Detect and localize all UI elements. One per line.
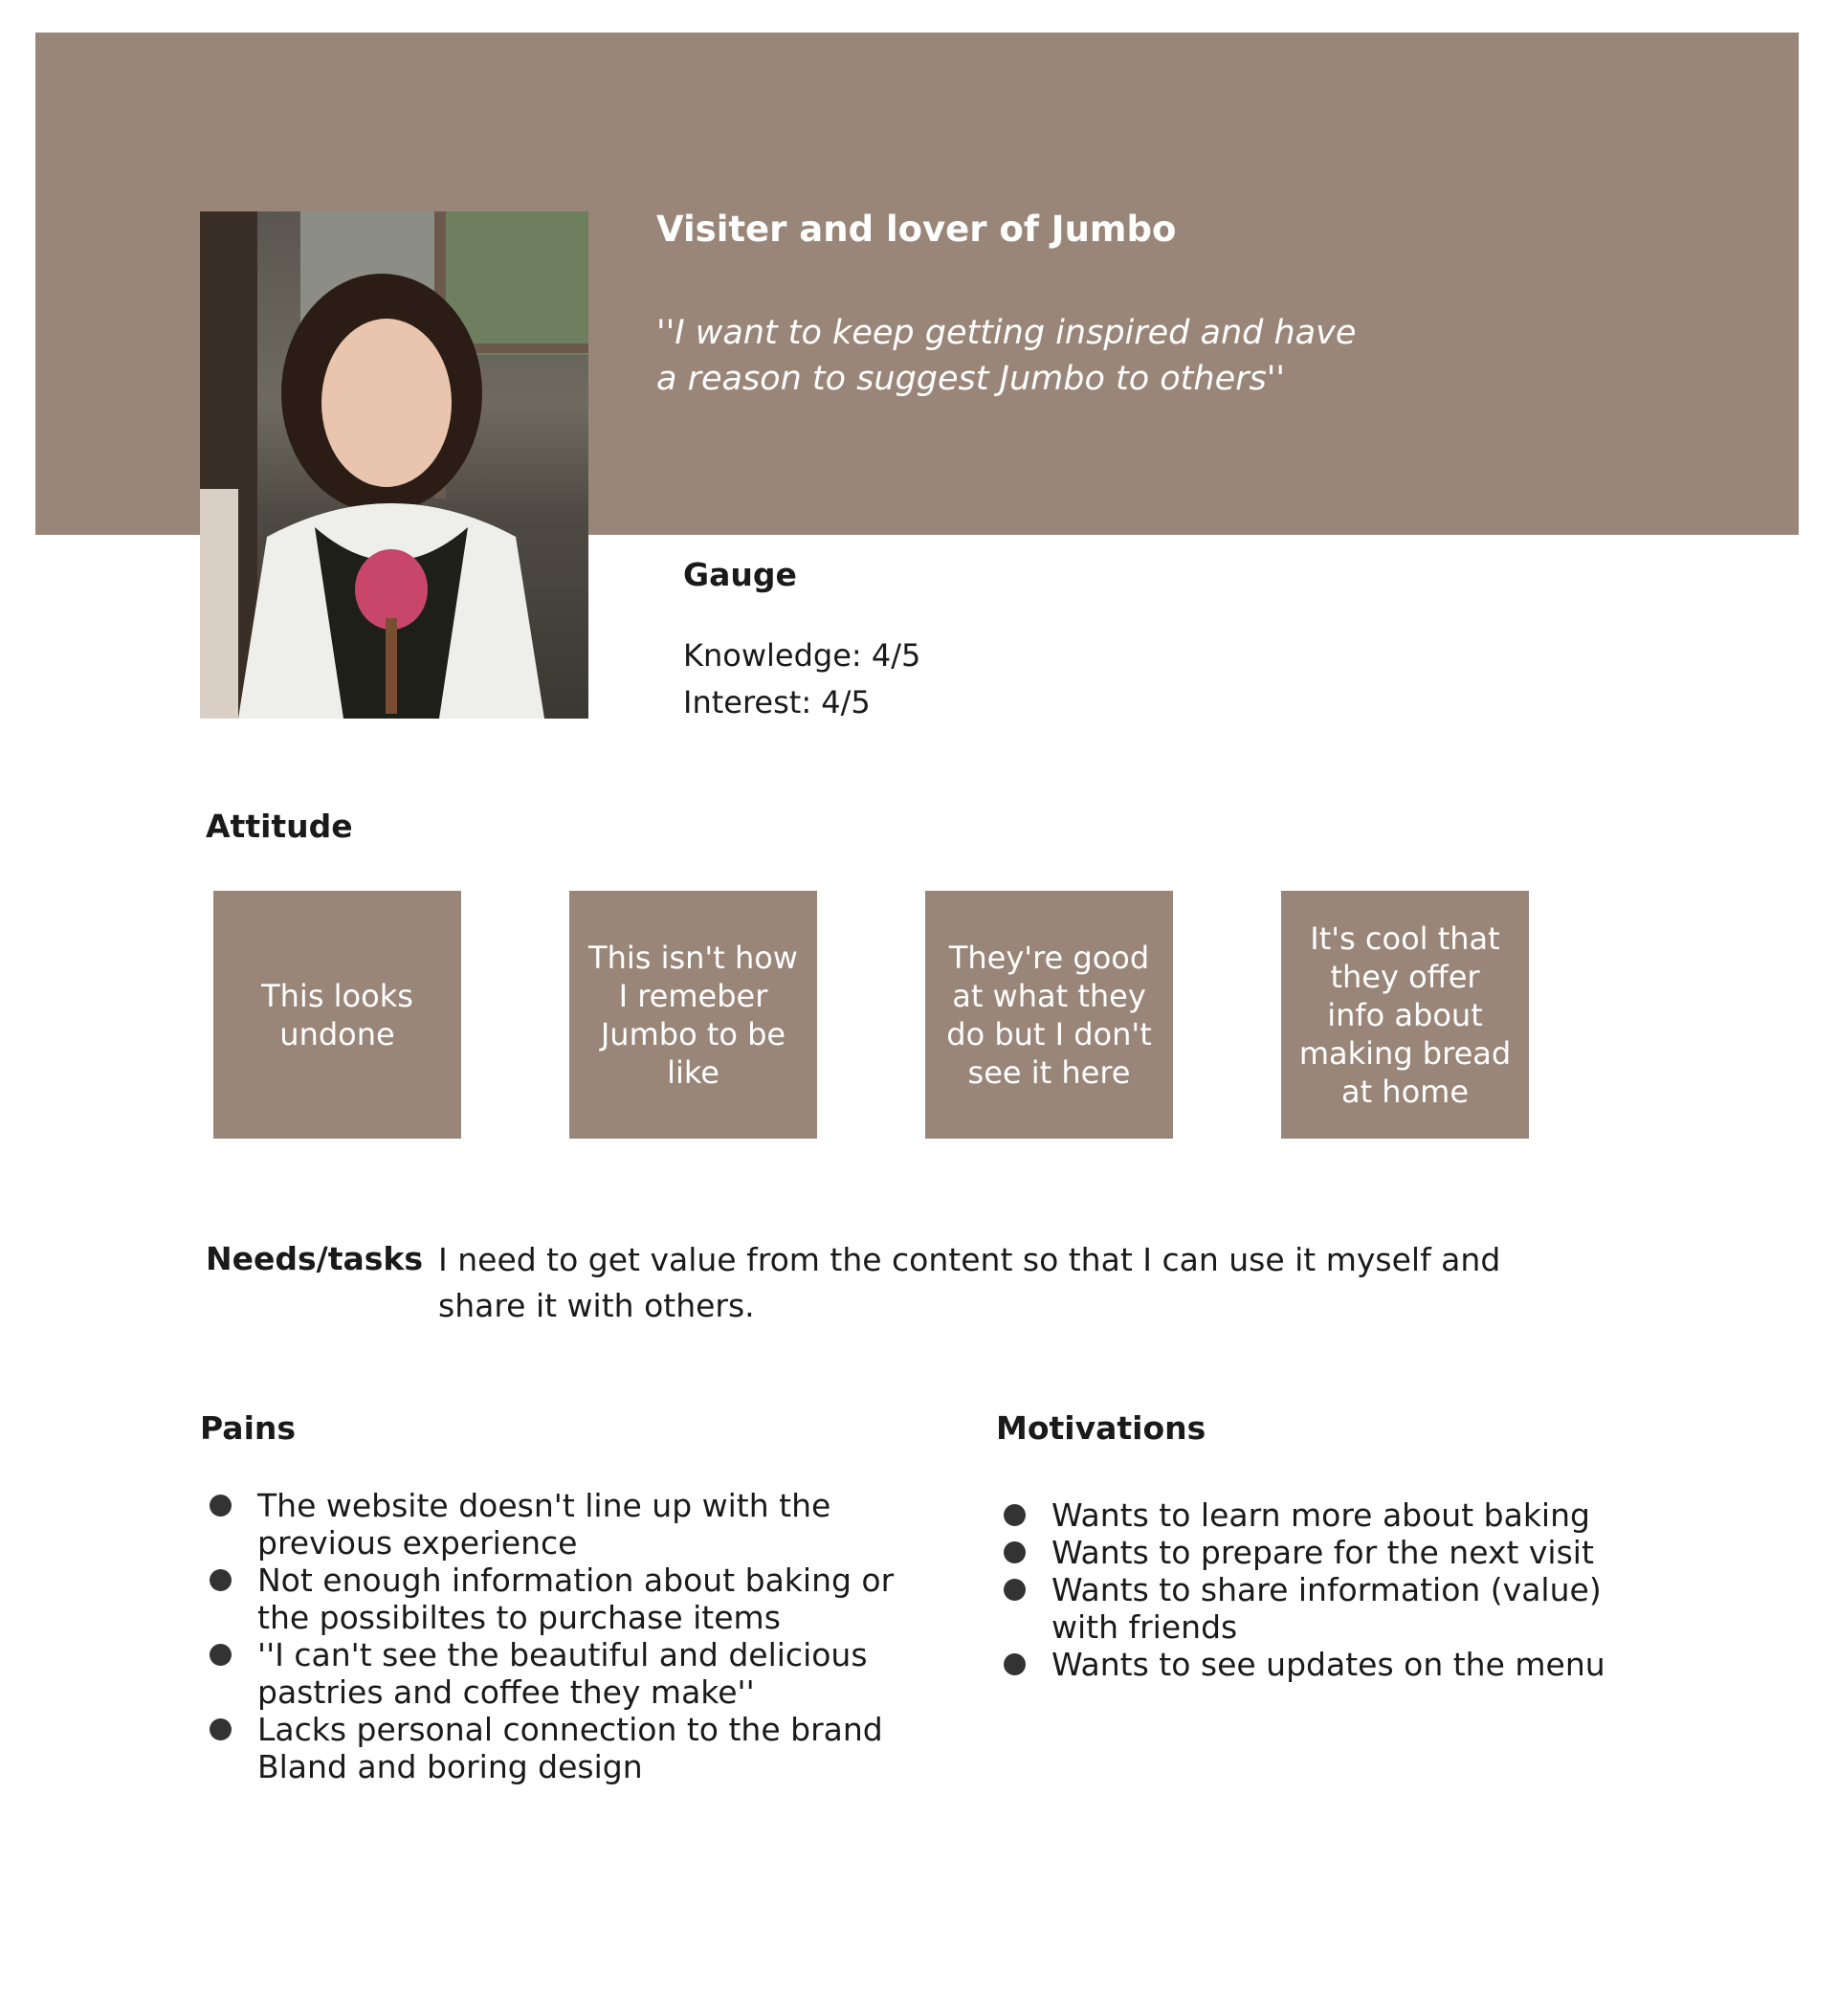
pain-text: The website doesn't line up with the previous experience — [257, 1487, 831, 1562]
bullet-icon — [210, 1495, 232, 1517]
motivation-text: Wants to share information (value) with friends — [1051, 1571, 1602, 1646]
list-item — [1001, 1534, 1605, 1571]
motivation-text: Wants to prepare for the next visit — [1051, 1534, 1594, 1571]
pain-text: ''I can't see the beautiful and delicious pastries and coffee they make'' — [257, 1636, 868, 1711]
needs-line: I need to get value from the content so that I can use it myself and — [438, 1241, 1501, 1278]
gauge-interest: Interest: 4/5 — [683, 684, 871, 720]
list-item — [207, 1748, 894, 1785]
motivations-heading: Motivations — [996, 1409, 1206, 1447]
needs-heading: Needs/tasks — [206, 1240, 423, 1277]
attitude-card-text: They're good at what they do but I don't see it here — [946, 939, 1152, 1091]
persona-quote — [656, 310, 1422, 402]
list-item — [207, 1562, 894, 1636]
pains-list — [207, 1487, 894, 1785]
bullet-icon — [1004, 1579, 1026, 1601]
attitude-card — [213, 891, 461, 1139]
bullet-icon — [210, 1569, 232, 1591]
motivation-text: Wants to see updates on the menu — [1051, 1646, 1605, 1683]
bullet-icon — [210, 1644, 232, 1666]
list-item — [1001, 1571, 1605, 1646]
person-photo-icon — [200, 211, 588, 719]
quote-line: a reason to suggest Jumbo to others'' — [656, 360, 1285, 398]
bullet-icon — [210, 1718, 232, 1740]
attitude-card — [569, 891, 817, 1139]
pain-text: Lacks personal connection to the brand — [257, 1711, 883, 1748]
attitude-heading: Attitude — [206, 808, 353, 845]
bullet-icon — [1004, 1541, 1026, 1563]
list-item — [1001, 1646, 1605, 1683]
list-item — [207, 1711, 894, 1748]
gauge-knowledge: Knowledge: 4/5 — [683, 637, 921, 674]
list-item — [207, 1487, 894, 1562]
quote-line: ''I want to keep getting inspired and have — [656, 314, 1357, 352]
persona-photo — [200, 211, 588, 719]
list-item — [207, 1636, 894, 1711]
motivations-list — [1001, 1496, 1605, 1683]
pain-text: Not enough information about baking or the possibiltes to purchase items — [257, 1562, 895, 1636]
needs-text — [438, 1237, 1529, 1329]
attitude-card — [925, 891, 1173, 1139]
needs-line: share it with others. — [438, 1287, 755, 1324]
pain-text: Bland and boring design — [257, 1748, 643, 1785]
attitude-card-text: It's cool that they offer info about making bread at home — [1298, 919, 1512, 1110]
list-item — [1001, 1496, 1605, 1534]
motivation-text: Wants to learn more about baking — [1051, 1496, 1590, 1534]
persona-title: Visiter and lover of Jumbo — [656, 209, 1177, 250]
bullet-icon — [1004, 1653, 1026, 1675]
attitude-card — [1281, 891, 1529, 1139]
pains-heading: Pains — [200, 1409, 297, 1447]
gauge-heading: Gauge — [683, 556, 797, 593]
bullet-icon — [1004, 1504, 1026, 1526]
attitude-card-text: This isn't how I remeber Jumbo to be like — [588, 939, 798, 1091]
attitude-card-text: This looks undone — [261, 977, 413, 1052]
